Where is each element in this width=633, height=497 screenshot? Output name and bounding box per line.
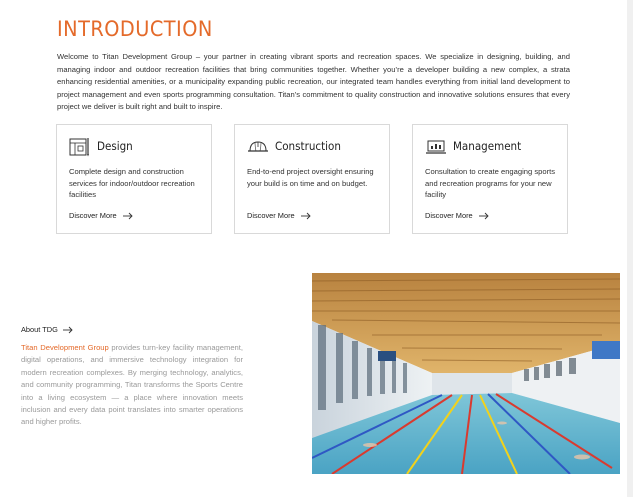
card-description: Consultation to create engaging sports and recreation programs for your new facility bbox=[425, 167, 556, 200]
arrow-right-icon bbox=[301, 212, 311, 220]
about-link-label: About TDG bbox=[21, 325, 58, 334]
hard-hat-icon bbox=[247, 137, 269, 157]
card-description: End-to-end project oversight ensuring your build is on time and on budget. bbox=[247, 167, 374, 188]
intro-text: Welcome to Titan Development Group – your partner in creating vibrant sports and recreation spaces. We specialize in designing, building, and managing indoor and outdoor recreation facilities that bring communities together. Whether you’re a developer building a new complex, a strata enhancing residential amenities, or a municipality expanding public recreation, our integrated team handles everything from initial land development to project management and even sports programming consultation. Titan’s commitment to quality construction and innovative solutions ensures that every project we deliver is built right and built to inspire. bbox=[57, 52, 570, 112]
blueprint-icon bbox=[69, 137, 91, 157]
arrow-right-icon bbox=[479, 212, 489, 220]
card-description: Complete design and construction services for indoor/outdoor recreation facilities bbox=[69, 167, 195, 200]
service-card-design bbox=[56, 124, 212, 234]
service-card-construction bbox=[234, 124, 390, 234]
card-title: Design bbox=[97, 139, 133, 153]
arrow-right-icon bbox=[123, 212, 133, 220]
service-card-management bbox=[412, 124, 568, 234]
card-title: Management bbox=[453, 139, 522, 153]
page-edge-strip bbox=[627, 0, 633, 497]
about-body-text: provides turn-key facility management, digital operations, and immersive technology integration for modern recreation complexes. By merging technology, analytics, and community programming, Titan transforms the Sports Centre into a living ecosystem — a place where innovation meets inclusion and every data point translates into smarter operations and higher profits. bbox=[21, 343, 244, 427]
about-tdg-link[interactable] bbox=[21, 325, 73, 334]
laptop-chart-icon bbox=[425, 137, 447, 157]
link-label: Discover More bbox=[69, 211, 117, 220]
discover-more-link-design[interactable] bbox=[69, 211, 133, 220]
brand-name: Titan Development Group bbox=[21, 343, 109, 352]
card-title: Construction bbox=[275, 139, 341, 153]
intro-title: INTRODUCTION bbox=[57, 17, 213, 41]
arrow-right-icon bbox=[63, 326, 73, 334]
discover-more-link-management[interactable] bbox=[425, 211, 489, 220]
link-label: Discover More bbox=[425, 211, 473, 220]
about-description bbox=[21, 342, 243, 429]
link-label: Discover More bbox=[247, 211, 295, 220]
discover-more-link-construction[interactable] bbox=[247, 211, 311, 220]
pool-facility-image bbox=[312, 273, 620, 474]
